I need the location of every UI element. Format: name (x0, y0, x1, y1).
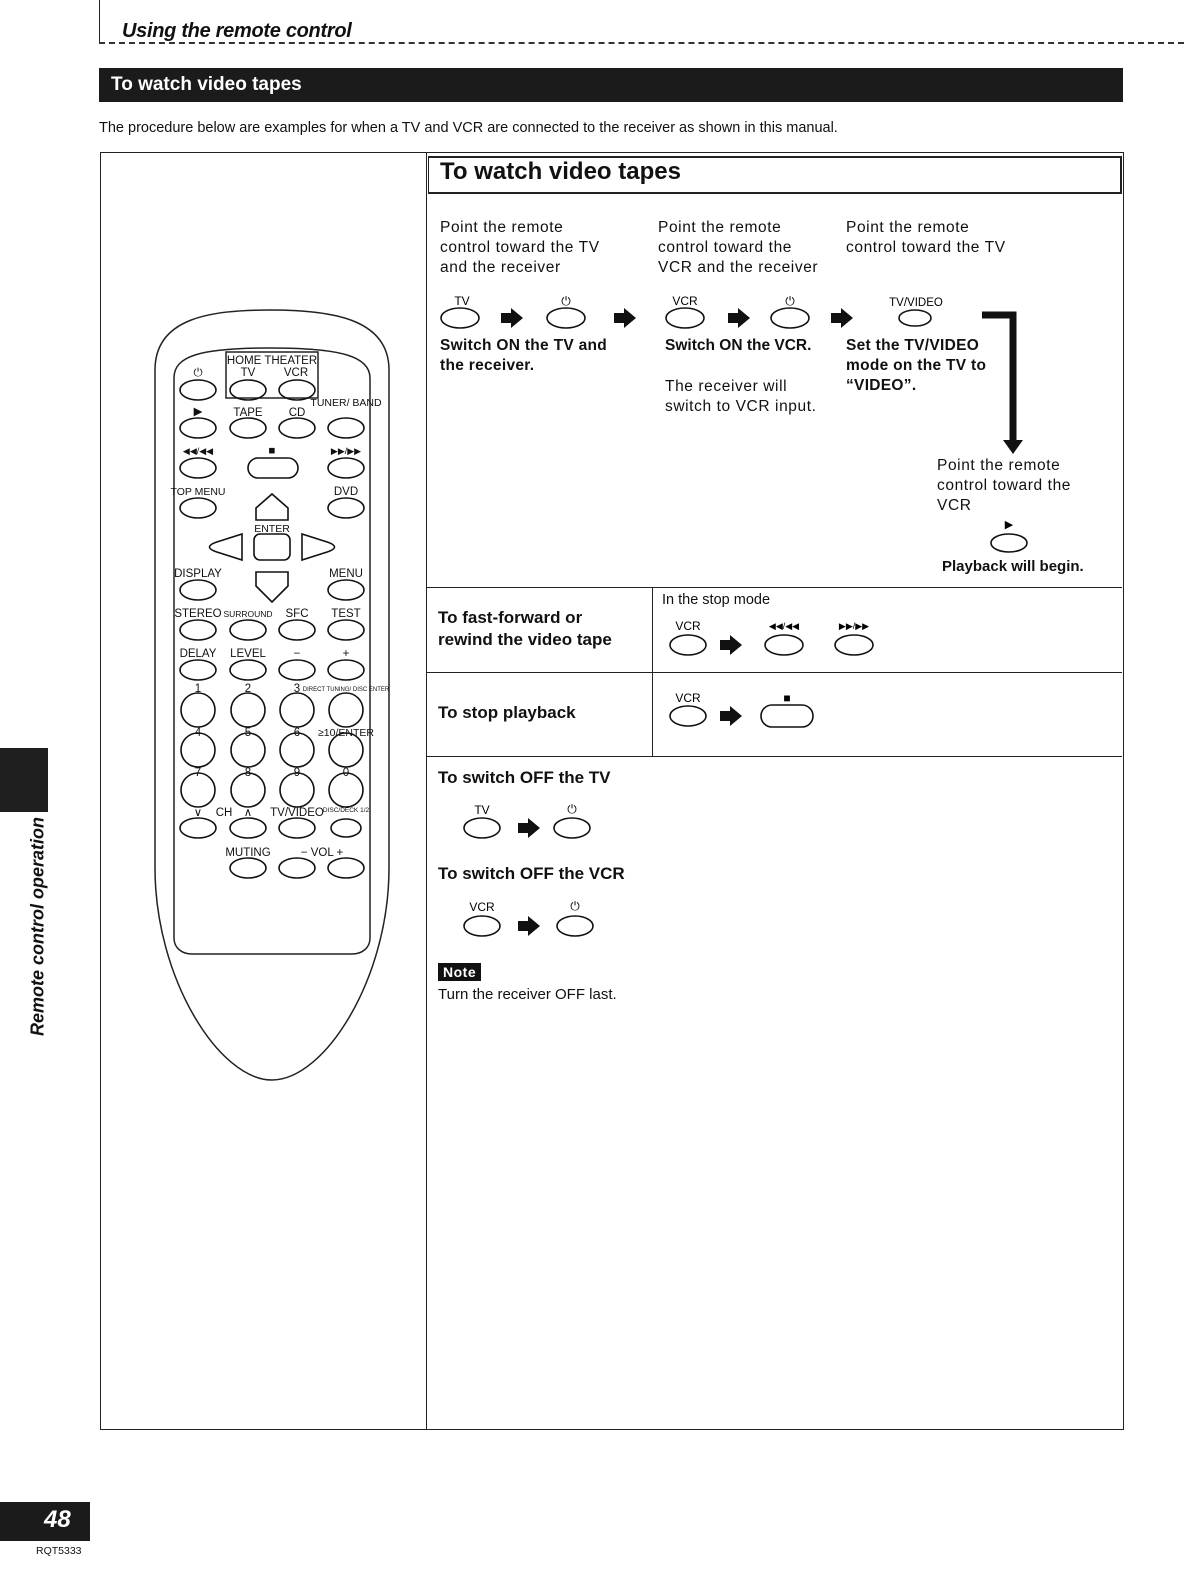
page-number: 48 (44, 1506, 71, 1533)
minus-button (279, 660, 315, 680)
skip-back-label: ◀◀/◀◀ (182, 446, 214, 456)
rewind-button-icon (765, 635, 803, 655)
minus-label: − (293, 648, 301, 660)
enter-button (254, 534, 290, 560)
step1-instruction: Point the remote control toward the TV and the receiver (440, 219, 600, 276)
plus-button (328, 660, 364, 680)
level-label: LEVEL (230, 648, 266, 660)
step3-instruction: Point the remote control toward the TV (846, 219, 1006, 256)
step1-tv-label: TV (454, 294, 470, 308)
num-5-label: 5 (244, 727, 252, 739)
muting-label: MUTING (225, 847, 271, 859)
stop-playback-title: To stop playback (438, 703, 576, 722)
tv-video-label: TV/VIDEO (270, 807, 324, 819)
skip-back-button (180, 458, 216, 478)
num-6-label: 6 (293, 727, 301, 739)
ch-up-button (230, 818, 266, 838)
step2-vcr-label: VCR (672, 294, 698, 308)
divider (426, 672, 1122, 673)
play-label: ▶ (193, 406, 203, 418)
power-button-icon (554, 818, 590, 838)
off-tv-label: TV (474, 803, 490, 817)
direct-tuning-button (329, 693, 363, 727)
step4-play-label: ▶ (1004, 519, 1014, 531)
step-diagram (426, 190, 1122, 590)
vcr-button-icon (670, 635, 706, 655)
ch-down-label: ∨ (193, 807, 203, 819)
play-button (180, 418, 216, 438)
num-1-label: 1 (194, 683, 202, 695)
plus-label: + (342, 648, 350, 660)
model-code: RQT5333 (36, 1545, 82, 1557)
disc-deck-label: DISC/DECK 1/2 (322, 807, 370, 814)
switch-off-vcr-diagram (454, 894, 614, 944)
num-10-label: ≥10/ENTER (318, 727, 374, 739)
top-menu-label: TOP MENU (170, 486, 226, 498)
tape-button (230, 418, 266, 438)
power-label: ⏻ (193, 367, 203, 379)
tuner-band-button (328, 418, 364, 438)
divider (426, 756, 1122, 757)
stop-diagram (654, 684, 854, 744)
power-button-icon (557, 916, 593, 936)
ff-forward-label: ▶▶/▶▶ (838, 621, 870, 631)
dpad-left (210, 534, 243, 560)
vol-down-button (279, 858, 315, 878)
step4-result: Playback will begin. (942, 558, 1084, 575)
step2-result: Switch ON the VCR. (665, 337, 812, 354)
surround-button (230, 620, 266, 640)
vcr-button-icon (666, 308, 704, 328)
stereo-label: STEREO (174, 608, 222, 620)
ch-label: CH (215, 807, 233, 819)
tv-button-icon (441, 308, 479, 328)
step3-result: Set the TV/VIDEO mode on the TV to “VIDEO”. (846, 337, 987, 394)
skip-fwd-button (328, 458, 364, 478)
menu-button (328, 580, 364, 600)
side-tab-marker (0, 748, 48, 812)
step1-power-label: ⏻ (561, 294, 571, 308)
test-label: TEST (331, 608, 361, 620)
stop-mode-label: In the stop mode (662, 592, 771, 608)
step2-instruction: Point the remote control toward the VCR and the receiver (658, 219, 819, 276)
num-8-label: 8 (244, 767, 252, 779)
num-3-button (280, 693, 314, 727)
divider (652, 587, 653, 757)
vcr-button (279, 380, 315, 400)
dvd-label: DVD (333, 486, 359, 498)
arrow-icon (831, 308, 853, 328)
step4-instruction: Point the remote control toward the VCR (937, 457, 1072, 514)
power-button-icon (771, 308, 809, 328)
display-button (180, 580, 216, 600)
header-rule (99, 42, 1184, 44)
num-0-label: 0 (342, 767, 350, 779)
arrow-icon (501, 308, 523, 328)
num-1-button (181, 693, 215, 727)
tape-label: TAPE (233, 407, 263, 419)
stop-label: ■ (268, 445, 276, 457)
dvd-button (328, 498, 364, 518)
vcr-label: VCR (283, 367, 309, 379)
vcr-button-icon (670, 706, 706, 726)
remote-control-illustration (150, 308, 394, 1084)
fast-forward-diagram (654, 612, 954, 672)
menu-label: MENU (329, 568, 363, 580)
num-4-label: 4 (194, 727, 202, 739)
power-button-icon (547, 308, 585, 328)
switch-off-vcr-title: To switch OFF the VCR (438, 864, 625, 883)
direct-tuning-label: DIRECT TUNING/ DISC ENTER (302, 687, 390, 693)
enter-label: ENTER (254, 523, 290, 535)
play-button-icon (991, 534, 1027, 552)
off-vcr-label: VCR (469, 900, 495, 914)
dpad-right (302, 534, 335, 560)
tv-video-button-icon (899, 310, 931, 326)
num-7-label: 7 (194, 767, 202, 779)
arrow-icon (720, 706, 742, 726)
dpad-down (256, 572, 288, 602)
arrow-icon (518, 818, 540, 838)
test-button (328, 620, 364, 640)
cd-button (279, 418, 315, 438)
step2-extra: The receiver will switch to VCR input. (665, 378, 817, 415)
arrow-icon (614, 308, 636, 328)
arrow-icon (728, 308, 750, 328)
ff-rewind-label: ◀◀/◀◀ (768, 621, 800, 631)
ch-up-label: ∧ (243, 807, 253, 819)
disc-deck-button (331, 819, 361, 837)
tv-button (230, 380, 266, 400)
step3-tvvideo-label: TV/VIDEO (889, 297, 943, 309)
delay-button (180, 660, 216, 680)
arrow-down-icon (1003, 440, 1023, 454)
surround-label: SURROUND (223, 609, 273, 619)
stereo-button (180, 620, 216, 640)
header-rule-vertical (99, 0, 100, 42)
intro-text: The procedure below are examples for when a TV and VCR are connected to the receiver as shown in this manual. (99, 120, 838, 136)
banner-title: To watch video tapes (111, 74, 302, 95)
sfc-label: SFC (285, 608, 309, 620)
num-3-label: 3 (293, 683, 301, 695)
vcr-button-icon (464, 916, 500, 936)
tuner-band-label: TUNER/ BAND (310, 397, 382, 409)
side-tab-label: Remote control operation (27, 817, 48, 1037)
fast-forward-title: To fast-forward or rewind the video tape (438, 608, 612, 649)
step1-result: Switch ON the TV and the receiver. (440, 337, 608, 374)
stop-button (248, 458, 298, 478)
cd-label: CD (288, 407, 306, 419)
display-label: DISPLAY (174, 568, 222, 580)
main-heading: To watch video tapes (440, 158, 681, 185)
num-2-button (231, 693, 265, 727)
stop-button-icon (761, 705, 813, 727)
tv-video-button (279, 818, 315, 838)
fast-forward-button-icon (835, 635, 873, 655)
switch-off-tv-title: To switch OFF the TV (438, 768, 611, 787)
switch-off-tv-diagram (454, 796, 614, 846)
skip-fwd-label: ▶▶/▶▶ (330, 446, 362, 456)
off-tv-power-label: ⏻ (567, 802, 577, 816)
tv-label: TV (240, 367, 256, 379)
bracket-arrow (982, 315, 1013, 440)
home-theater-label: HOME THEATER (226, 355, 318, 367)
ff-vcr-label: VCR (675, 619, 701, 633)
arrow-icon (720, 635, 742, 655)
off-vcr-power-label: ⏻ (570, 899, 580, 913)
arrow-icon (518, 916, 540, 936)
ch-down-button (180, 818, 216, 838)
power-button (180, 380, 216, 400)
stop-vcr-label: VCR (675, 691, 701, 705)
num-2-label: 2 (244, 683, 252, 695)
note-text: Turn the receiver OFF last. (438, 986, 617, 1003)
num-9-label: 9 (293, 767, 301, 779)
sfc-button (279, 620, 315, 640)
step2-power-label: ⏻ (785, 294, 795, 308)
top-menu-button (180, 498, 216, 518)
tv-button-icon (464, 818, 500, 838)
vol-up-button (328, 858, 364, 878)
note-badge: Note (438, 963, 481, 981)
muting-button (230, 858, 266, 878)
vol-label: − VOL + (300, 847, 344, 859)
stop-square-label: ■ (783, 691, 791, 705)
section-title: Using the remote control (122, 20, 352, 42)
delay-label: DELAY (179, 648, 217, 660)
dpad-up (256, 494, 288, 520)
level-button (230, 660, 266, 680)
